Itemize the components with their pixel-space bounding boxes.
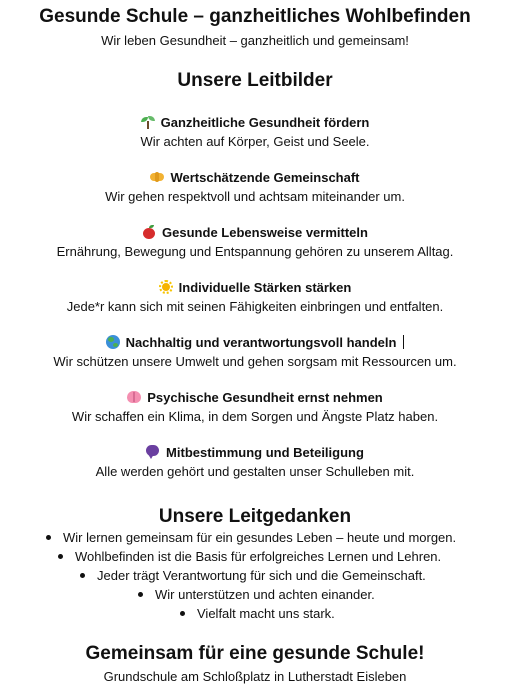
leitbild-item (0, 388, 510, 424)
footer-title: Gemeinsam für eine gesunde Schule! (85, 643, 425, 664)
bullet-icon (46, 535, 51, 540)
leitbilder-heading: Unsere Leitbilder (177, 70, 333, 91)
page-subtitle: Wir leben Gesundheit – ganzheitlich und gemeinsam! (101, 33, 409, 48)
leitbild-title: Mitbestimmung und Beteiligung (166, 444, 364, 460)
seedling-icon (141, 115, 155, 129)
text-cursor (403, 335, 404, 349)
leitbild-item (0, 278, 510, 314)
leitbild-title: Gesunde Lebensweise vermitteln (162, 224, 368, 240)
sun-icon (159, 280, 173, 294)
bullet-icon (58, 554, 63, 559)
list-item: Vielfalt macht uns stark. (180, 606, 335, 621)
bullet-icon (80, 573, 85, 578)
globe-icon (106, 335, 120, 349)
leitbild-title: Individuelle Stärken stärken (178, 279, 352, 295)
footer-subtitle: Grundschule am Schloßplatz in Lutherstadt Eisleben (103, 669, 407, 684)
list-item: Wir lernen gemeinsam für ein gesundes Leben – heute und morgen. (46, 530, 456, 545)
leitbild-title: Wertschätzende Gemeinschaft (170, 169, 360, 185)
list-item: Wohlbefinden ist die Basis für erfolgreiches Lernen und Lehren. (58, 549, 441, 564)
leitbild-text: Jede*r kann sich mit seinen Fähigkeiten einbringen und entfalten. (66, 299, 444, 314)
list-item: Wir unterstützen und achten einander. (138, 587, 375, 602)
leitbild-title: Nachhaltig und verantwortungsvoll handeln (125, 334, 397, 350)
handshake-icon (150, 170, 164, 184)
leitbild-text: Wir schützen unsere Umwelt und gehen sorgsam mit Ressourcen um. (53, 354, 457, 369)
leitbild-title: Psychische Gesundheit ernst nehmen (147, 389, 383, 405)
bullet-icon (138, 592, 143, 597)
leitbild-text: Wir gehen respektvoll und achtsam miteinander um. (105, 189, 405, 204)
leitbild-title: Ganzheitliche Gesundheit fördern (160, 114, 370, 130)
brain-icon (127, 390, 141, 404)
leitbild-text: Alle werden gehört und gestalten unser Schulleben mit. (95, 464, 415, 479)
leitbild-item (0, 223, 510, 259)
leitbild-item (0, 333, 510, 369)
leitbild-text: Wir schaffen ein Klima, in dem Sorgen und Ängste Platz haben. (71, 409, 439, 424)
leitbild-text: Ernährung, Bewegung und Entspannung gehören zu unserem Alltag. (56, 244, 454, 259)
leitbild-item (0, 443, 510, 479)
leitbild-item (0, 113, 510, 149)
apple-icon (142, 225, 156, 239)
leitgedanken-heading: Unsere Leitgedanken (158, 506, 352, 527)
list-item: Jeder trägt Verantwortung für sich und die Gemeinschaft. (80, 568, 426, 583)
bullet-icon (180, 611, 185, 616)
leitbild-item (0, 168, 510, 204)
leitbild-text: Wir achten auf Körper, Geist und Seele. (140, 134, 370, 149)
speech-bubble-icon (146, 445, 160, 459)
page-title: Gesunde Schule – ganzheitliches Wohlbefinden (39, 6, 471, 27)
